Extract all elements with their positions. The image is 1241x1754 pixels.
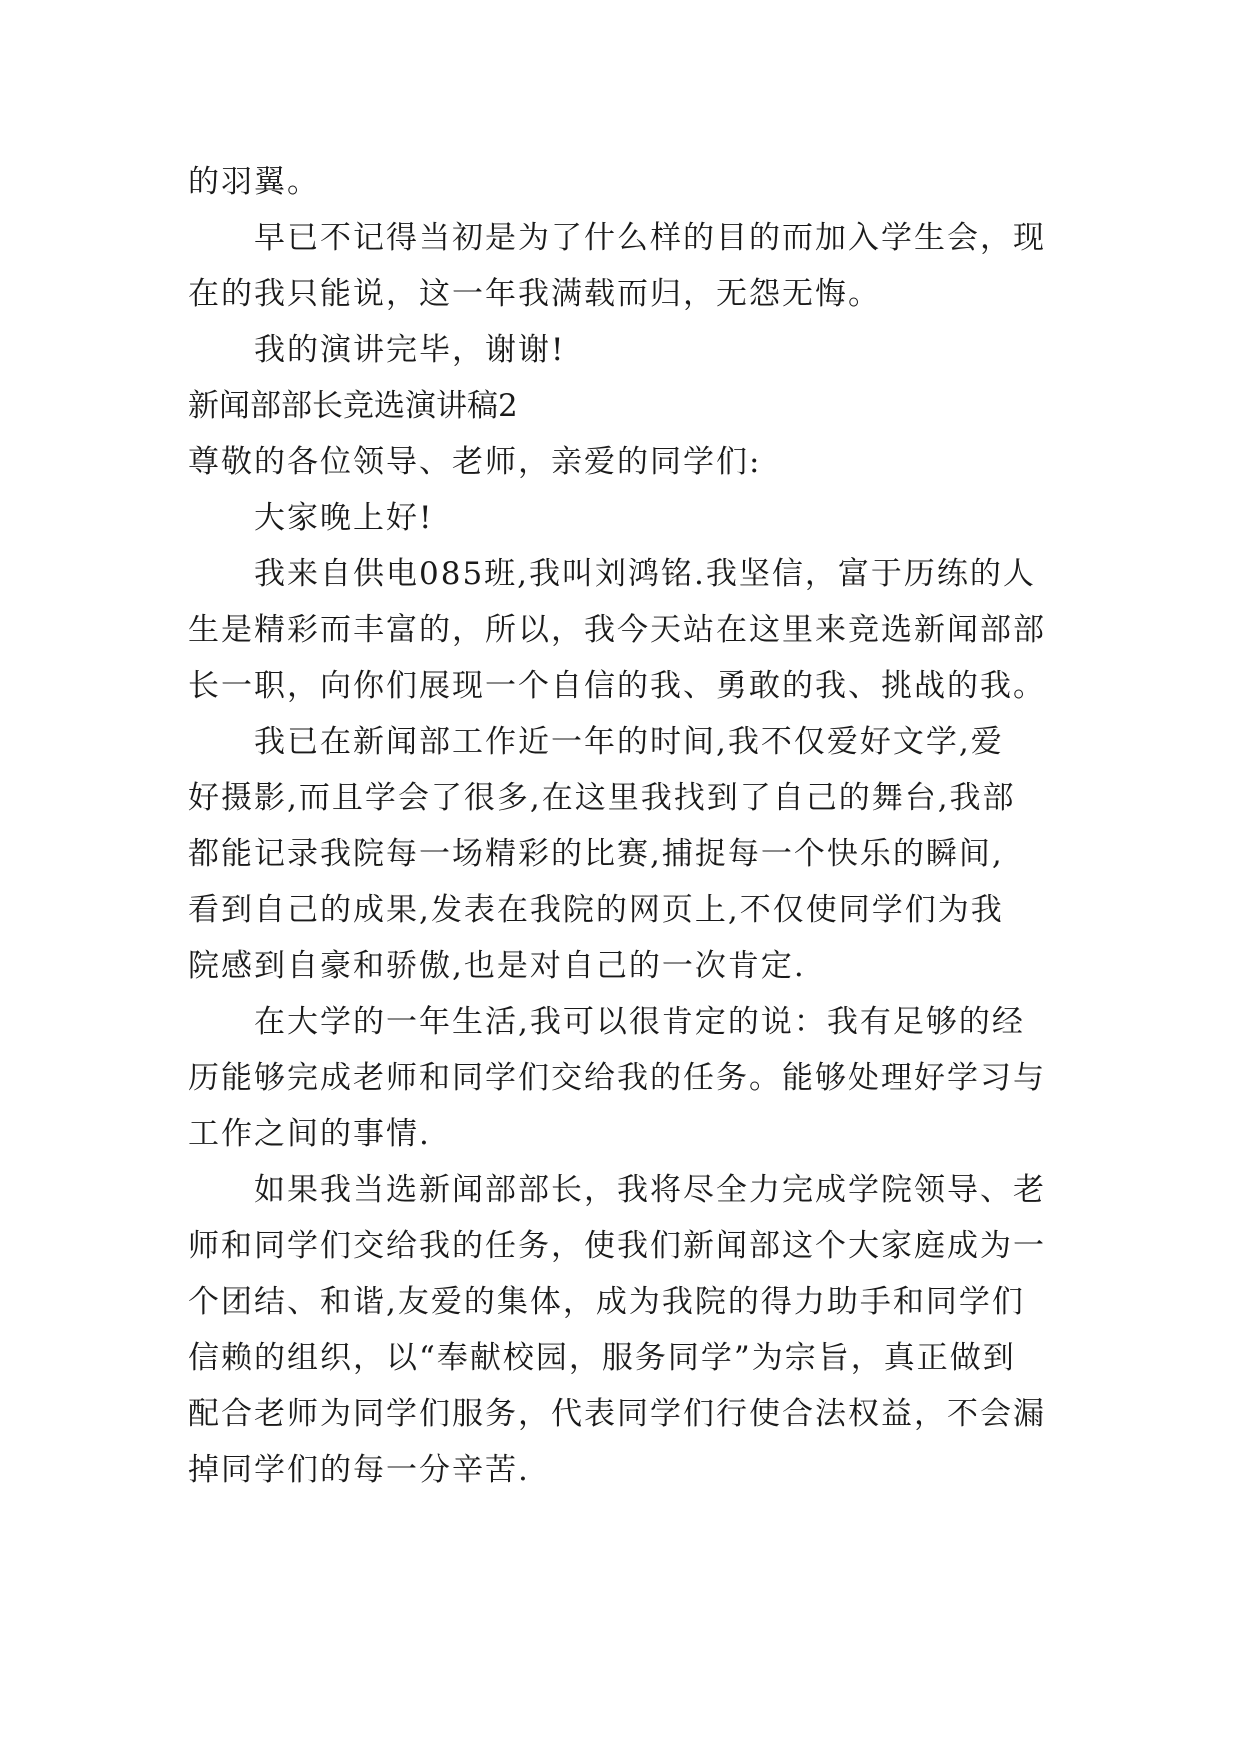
text-line: 如果我当选新闻部部长，我将尽全力完成学院领导、老 xyxy=(254,1172,1046,1208)
text-line: 生是精彩而丰富的，所以，我今天站在这里来竞选新闻部部 xyxy=(188,612,1046,648)
text-line: 历能够完成老师和同学们交给我的任务。能够处理好学习与 xyxy=(188,1060,1046,1096)
text-line: 我的演讲完毕，谢谢! xyxy=(254,332,566,368)
text-line: 的羽翼。 xyxy=(188,164,320,200)
salutation: 尊敬的各位领导、老师，亲爱的同学们: xyxy=(188,444,762,480)
text-line: 早已不记得当初是为了什么样的目的而加入学生会，现 xyxy=(254,220,1046,256)
text-line: 师和同学们交给我的任务，使我们新闻部这个大家庭成为一 xyxy=(188,1228,1046,1264)
text-line: 院感到自豪和骄傲,也是对自己的一次肯定. xyxy=(188,948,806,984)
section-heading: 新闻部部长竞选演讲稿2 xyxy=(188,388,518,424)
text-line: 我已在新闻部工作近一年的时间,我不仅爱好文学,爱 xyxy=(254,724,1004,760)
text-line: 我来自供电085班,我叫刘鸿铭.我坚信，富于历练的人 xyxy=(254,556,1036,592)
text-line: 配合老师为同学们服务，代表同学们行使合法权益，不会漏 xyxy=(188,1396,1046,1432)
text-line: 看到自己的成果,发表在我院的网页上,不仅使同学们为我 xyxy=(188,892,1004,928)
text-line: 都能记录我院每一场精彩的比赛,捕捉每一个快乐的瞬间, xyxy=(188,836,1004,872)
text-line: 工作之间的事情. xyxy=(188,1116,431,1152)
document-body xyxy=(188,154,1088,1498)
text-line: 个团结、和谐,友爱的集体，成为我院的得力助手和同学们 xyxy=(188,1284,1025,1320)
text-line: 信赖的组织，以“奉献校园，服务同学”为宗旨，真正做到 xyxy=(188,1340,1016,1376)
greeting: 大家晚上好! xyxy=(254,500,434,536)
text-line: 长一职，向你们展现一个自信的我、勇敢的我、挑战的我。 xyxy=(188,668,1046,704)
text-line: 在大学的一年生活,我可以很肯定的说：我有足够的经 xyxy=(254,1004,1025,1040)
text-line: 掉同学们的每一分辛苦. xyxy=(188,1452,530,1488)
text-line: 在的我只能说，这一年我满载而归，无怨无悔。 xyxy=(188,276,881,312)
text-line: 好摄影,而且学会了很多,在这里我找到了自己的舞台,我部 xyxy=(188,780,1016,816)
